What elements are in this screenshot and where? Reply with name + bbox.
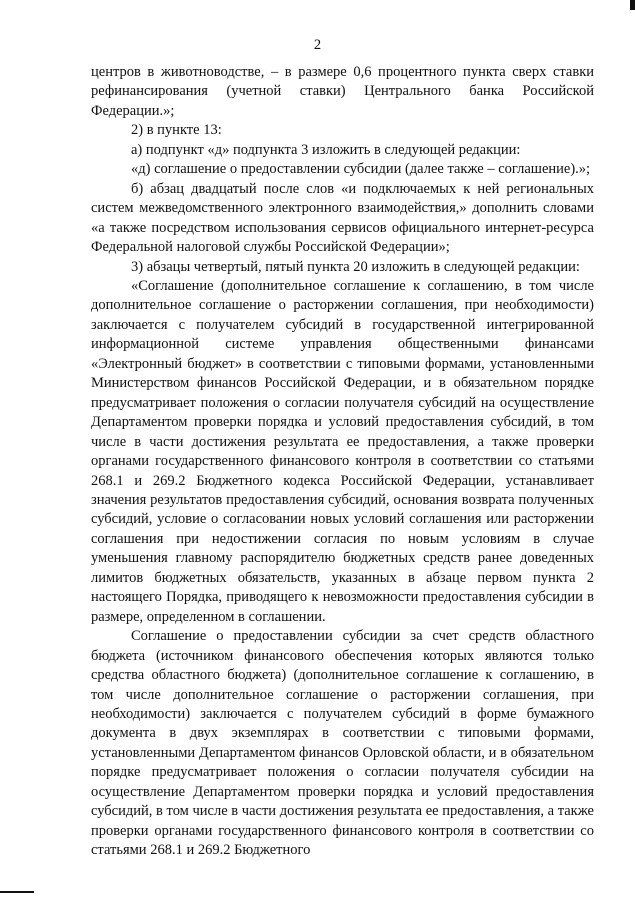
corner-scan-mark <box>630 0 635 10</box>
paragraph-item-2: 2) в пункте 13: <box>131 122 222 139</box>
paragraph-subitem-a: а) подпункт «д» подпункта 3 изложить в следующей редакции: <box>131 141 521 158</box>
paragraph-subitem-b: б) абзац двадцатый после слов «и подключаемых к ней региональных систем межведомственного электронного взаимодействия,» дополнить словами «а также посредством использования сервисов официального интернет-ресурса Федеральной налоговой службы Российской Федерации»; <box>91 180 594 256</box>
paragraph-continuation: центров в животноводстве, – в размере 0,6 процентного пункта сверх ставки рефинансирования (учетной ставки) Центрального банка Российской Федерации.»; <box>91 64 594 119</box>
paragraph-agreement-electronic: «Соглашение (дополнительное соглашение к соглашению, в том числе дополнительное соглашение о расторжении соглашения, при необходимости) заключается с получателем субсидий в государственной интегрированной информационной системе управления общественными финансами «Электронный бюджет» в соответствии с типовыми формами, установленными Министерством финансов Российской Федерации, и в обязательном порядке предусматривает положения о согласии получателя субсидий на осуществление Департаментом проверки порядка и условий предоставления субсидий, в том числе в части достижения результата ее предоставления, а также проверки органами государственного финансового контроля в соответствии со статьями 268.1 и 269.2 Бюджетного кодекса Российской Федерации, устанавливает значения результатов предоставления субсидий, основания возврата полученных субсидий, условие о согласовании новых условий соглашения или расторжении соглашения при недостижении согласия по новым условиям в случае уменьшения главному распорядителю бюджетных средств ранее доведенных лимитов бюджетных обязательств, указанных в абзаце первом пункта 2 настоящего Порядка, приводящего к невозможности предоставления субсидии в размере, определенном в соглашении. <box>91 277 594 625</box>
document-body <box>91 63 594 861</box>
paragraph-quote-d: «д) соглашение о предоставлении субсидии (далее также – соглашение).»; <box>131 161 591 178</box>
bottom-scan-mark <box>0 891 34 893</box>
paragraph-agreement-paper: Соглашение о предоставлении субсидии за счет средств областного бюджета (источником финансового обеспечения которых являются только средства областного бюджета) (дополнительное соглашение к соглашению, в том числе дополнительное соглашение о расторжении соглашения, при необходимости) заключается с получателем субсидий в форме бумажного документа в двух экземплярах в соответствии с типовыми формами, установленными Департаментом финансов Орловской области, и в обязательном порядке предусматривает положения о согласии получателя субсидии на осуществление Департаментом проверки порядка и условий предоставления субсидий, в том числе в части достижения результата ее предоставления, а также проверки органами государственного финансового контроля в соответствии со статьями 268.1 и 269.2 Бюджетного <box>91 628 594 859</box>
paragraph-item-3: 3) абзацы четвертый, пятый пункта 20 изложить в следующей редакции: <box>131 258 580 275</box>
page-number: 2 <box>313 37 322 53</box>
